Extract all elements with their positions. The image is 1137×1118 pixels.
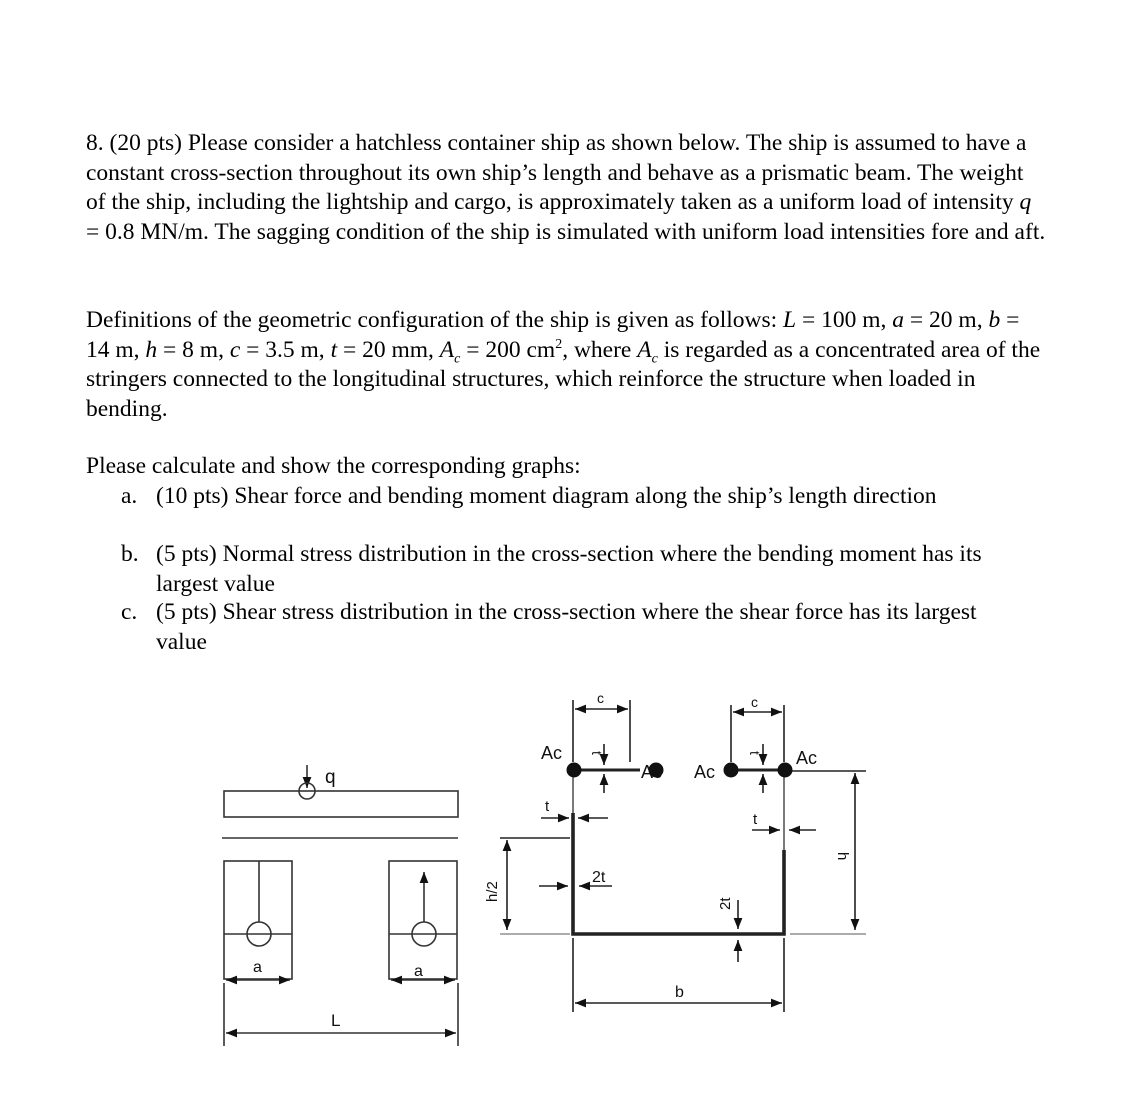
label-t-top-left: t — [589, 751, 605, 755]
h-symbol: h — [145, 336, 158, 363]
t-value: = 20 mm, — [337, 336, 434, 363]
t-symbol: t — [330, 336, 338, 363]
label-h-half: h/2 — [484, 881, 501, 902]
problem-intro: Please consider a hatchless container ship as shown below. The ship is assumed to have a constant cross-section throughout its own ship’s length and behave as a prismatic beam. The weight of the ship, including the lightship and cargo, is approximately taken as a uniform load of intensity — [86, 130, 1027, 215]
where-text: , where — [562, 336, 632, 363]
label-t-left: t — [545, 798, 550, 815]
a-value: = 20 m, — [904, 307, 983, 333]
label-t-top-right: t — [747, 751, 763, 755]
b-symbol: b — [988, 307, 1001, 333]
tasks-lead: Please calculate and show the corresponding graphs: — [86, 453, 581, 479]
task-text: (5 pts) Normal stress distribution in the cross-section where the bending moment has its largest value — [156, 541, 982, 597]
c-symbol: c — [229, 336, 241, 363]
stringer-dot-inner-right — [724, 763, 738, 777]
stringer-dot-top-right — [778, 763, 792, 777]
label-q: q — [325, 767, 336, 788]
label-c-left: c — [597, 690, 604, 706]
task-marker: c. — [121, 599, 138, 625]
beam-side-view — [222, 765, 458, 1046]
right-support-box — [389, 861, 457, 979]
label-a-left: a — [253, 959, 262, 976]
label-2t-left: 2t — [592, 869, 606, 886]
label-ac-top-left: Ac — [541, 743, 563, 763]
problem-points: (20 pts) — [109, 130, 182, 156]
beam-body — [224, 791, 458, 817]
L-symbol: L — [783, 307, 797, 333]
h-value: = 8 m, — [157, 336, 224, 363]
b-value: = 14 m, — [86, 307, 1020, 363]
a-symbol: a — [892, 307, 905, 333]
task-marker: a. — [121, 483, 138, 509]
Ac-symbol: $A_c$ — [439, 336, 461, 367]
L-value: = 100 m, — [796, 307, 887, 333]
stringer-dot-top-left — [567, 763, 581, 777]
label-2t-bottom: 2t — [717, 897, 734, 910]
problem-intro-end: The sagging condition of the ship is simulated with uniform load intensities fore and aft. — [208, 218, 1046, 245]
label-a-right: a — [414, 963, 423, 980]
Ac-symbol-2: $A_c$ — [637, 336, 658, 367]
c-value: = 3.5 m, — [240, 336, 325, 363]
label-L: L — [331, 1011, 341, 1030]
label-ac-top-right: Ac — [796, 748, 818, 768]
definitions-tail: is regarded as a concentrated area of the stringers connected to the longitudinal structures, which reinforce the structure when loaded in bending. — [86, 336, 1041, 422]
label-ac-inner-right: Ac — [694, 762, 716, 782]
label-t-right: t — [753, 811, 758, 828]
q-symbol: q — [1019, 189, 1032, 215]
task-marker: b. — [121, 541, 139, 567]
label-c-right: c — [751, 694, 758, 710]
problem-number: 8. — [86, 130, 104, 156]
definitions-lead: Definitions of the geometric configuration of the ship is given as follows: — [86, 307, 778, 333]
task-text: (5 pts) Shear stress distribution in the cross-section where the shear force has its largest value — [156, 599, 977, 655]
q-value: = 0.8 MN/m. — [86, 218, 209, 245]
label-b: b — [675, 984, 684, 1001]
label-ac-inner-left: Ac — [641, 762, 663, 782]
task-text: (10 pts) Shear force and bending moment diagram along the ship’s length direction — [156, 483, 937, 509]
label-h: h — [834, 852, 851, 861]
Ac-value: = 200 $cm^2$ — [460, 336, 563, 363]
